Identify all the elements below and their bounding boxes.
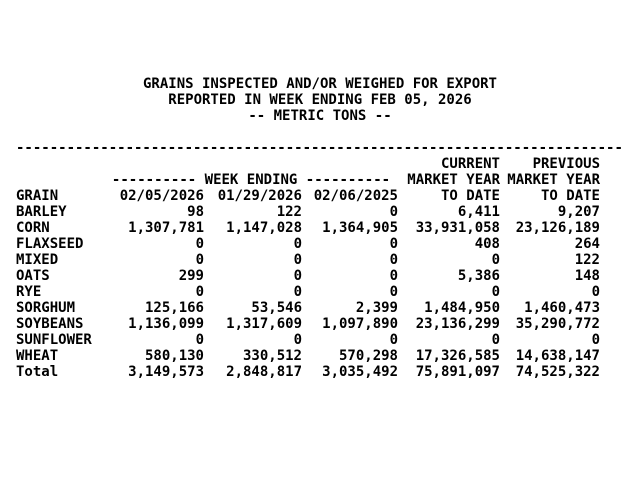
value-current-market-year: 0 bbox=[491, 332, 500, 348]
grain-name: Total bbox=[16, 364, 59, 380]
value-current-market-year: 1,484,950 bbox=[424, 300, 500, 316]
table-row bbox=[16, 204, 600, 220]
value-week-3: 0 bbox=[389, 252, 398, 268]
previous-label: PREVIOUS bbox=[532, 156, 600, 172]
value-week-3: 0 bbox=[389, 236, 398, 252]
value-week-1: 0 bbox=[195, 252, 204, 268]
grain-name: RYE bbox=[16, 284, 42, 300]
value-previous-market-year: 9,207 bbox=[557, 204, 600, 220]
value-week-1: 0 bbox=[195, 332, 204, 348]
value-week-1: 580,130 bbox=[144, 348, 204, 364]
value-previous-market-year: 148 bbox=[574, 268, 600, 284]
value-week-3: 2,399 bbox=[355, 300, 398, 316]
to-date-previous-label: TO DATE bbox=[540, 188, 600, 204]
value-week-1: 1,307,781 bbox=[128, 220, 204, 236]
header-row-week-ending bbox=[16, 172, 600, 188]
value-previous-market-year: 14,638,147 bbox=[515, 348, 600, 364]
grain-name: OATS bbox=[16, 268, 50, 284]
value-week-3: 1,097,890 bbox=[322, 316, 398, 332]
value-previous-market-year: 74,525,322 bbox=[515, 364, 600, 380]
value-week-3: 1,364,905 bbox=[322, 220, 398, 236]
value-current-market-year: 23,136,299 bbox=[415, 316, 500, 332]
value-previous-market-year: 122 bbox=[574, 252, 600, 268]
title-line-1: GRAINS INSPECTED AND/OR WEIGHED FOR EXPORT bbox=[142, 76, 497, 92]
grain-name: BARLEY bbox=[16, 204, 67, 220]
value-week-2: 0 bbox=[293, 252, 302, 268]
value-current-market-year: 0 bbox=[491, 252, 500, 268]
week-date-2-label: 01/29/2026 bbox=[217, 188, 302, 204]
value-week-1: 125,166 bbox=[144, 300, 204, 316]
grain-name: SORGHUM bbox=[16, 300, 76, 316]
value-current-market-year: 75,891,097 bbox=[415, 364, 500, 380]
market-year-previous-label: MARKET YEAR bbox=[507, 172, 600, 188]
table-row bbox=[16, 300, 600, 316]
value-week-2: 0 bbox=[293, 268, 302, 284]
value-week-1: 0 bbox=[195, 284, 204, 300]
value-previous-market-year: 1,460,473 bbox=[524, 300, 600, 316]
value-current-market-year: 0 bbox=[491, 284, 500, 300]
grain-name: FLAXSEED bbox=[16, 236, 84, 252]
grain-name: MIXED bbox=[16, 252, 59, 268]
grain-name: SOYBEANS bbox=[16, 316, 84, 332]
grain-table-body bbox=[16, 204, 600, 380]
table-row bbox=[16, 284, 600, 300]
value-week-2: 0 bbox=[293, 236, 302, 252]
value-week-2: 0 bbox=[293, 284, 302, 300]
table-row bbox=[16, 316, 600, 332]
value-week-1: 299 bbox=[178, 268, 204, 284]
value-week-1: 3,149,573 bbox=[128, 364, 204, 380]
value-current-market-year: 17,326,585 bbox=[415, 348, 500, 364]
header-spacer bbox=[16, 172, 104, 188]
separator-line: ------------------------------------------------------------------------ bbox=[16, 140, 623, 156]
grain-table bbox=[16, 156, 600, 380]
value-week-2: 53,546 bbox=[251, 300, 302, 316]
value-previous-market-year: 23,126,189 bbox=[515, 220, 600, 236]
value-week-3: 0 bbox=[389, 284, 398, 300]
current-label: CURRENT bbox=[440, 156, 500, 172]
header-row-columns bbox=[16, 188, 600, 204]
value-week-3: 3,035,492 bbox=[322, 364, 398, 380]
value-week-3: 0 bbox=[389, 332, 398, 348]
table-row bbox=[16, 268, 600, 284]
value-current-market-year: 33,931,058 bbox=[415, 220, 500, 236]
value-current-market-year: 6,411 bbox=[457, 204, 500, 220]
value-week-3: 570,298 bbox=[338, 348, 398, 364]
week-ending-label: ---------- WEEK ENDING ---------- bbox=[111, 172, 391, 188]
table-row bbox=[16, 252, 600, 268]
value-previous-market-year: 264 bbox=[574, 236, 600, 252]
value-week-2: 122 bbox=[276, 204, 302, 220]
table-row bbox=[16, 332, 600, 348]
value-week-1: 98 bbox=[187, 204, 204, 220]
grain-name: CORN bbox=[16, 220, 50, 236]
value-week-3: 0 bbox=[389, 204, 398, 220]
market-year-current-label: MARKET YEAR bbox=[407, 172, 500, 188]
header-row-market-year-titles bbox=[16, 156, 600, 172]
value-previous-market-year: 35,290,772 bbox=[515, 316, 600, 332]
title-line-3: -- METRIC TONS -- bbox=[248, 108, 392, 124]
report-title bbox=[0, 76, 640, 124]
value-week-2: 2,848,817 bbox=[226, 364, 302, 380]
value-current-market-year: 5,386 bbox=[457, 268, 500, 284]
to-date-current-label: TO DATE bbox=[440, 188, 500, 204]
grain-name: SUNFLOWER bbox=[16, 332, 92, 348]
value-current-market-year: 408 bbox=[474, 236, 500, 252]
grain-name: WHEAT bbox=[16, 348, 59, 364]
value-previous-market-year: 0 bbox=[591, 332, 600, 348]
table-row bbox=[16, 348, 600, 364]
value-week-2: 1,147,028 bbox=[226, 220, 302, 236]
week-date-1-label: 02/05/2026 bbox=[119, 188, 204, 204]
value-week-2: 0 bbox=[293, 332, 302, 348]
grain-column-label: GRAIN bbox=[16, 188, 59, 204]
value-week-3: 0 bbox=[389, 268, 398, 284]
week-date-3-label: 02/06/2025 bbox=[313, 188, 398, 204]
value-week-1: 0 bbox=[195, 236, 204, 252]
value-week-2: 330,512 bbox=[242, 348, 302, 364]
value-week-1: 1,136,099 bbox=[128, 316, 204, 332]
value-week-2: 1,317,609 bbox=[226, 316, 302, 332]
table-row bbox=[16, 220, 600, 236]
title-line-2: REPORTED IN WEEK ENDING FEB 05, 2026 bbox=[168, 92, 472, 108]
header-spacer bbox=[16, 156, 398, 172]
table-row bbox=[16, 364, 600, 380]
value-previous-market-year: 0 bbox=[591, 284, 600, 300]
table-row bbox=[16, 236, 600, 252]
